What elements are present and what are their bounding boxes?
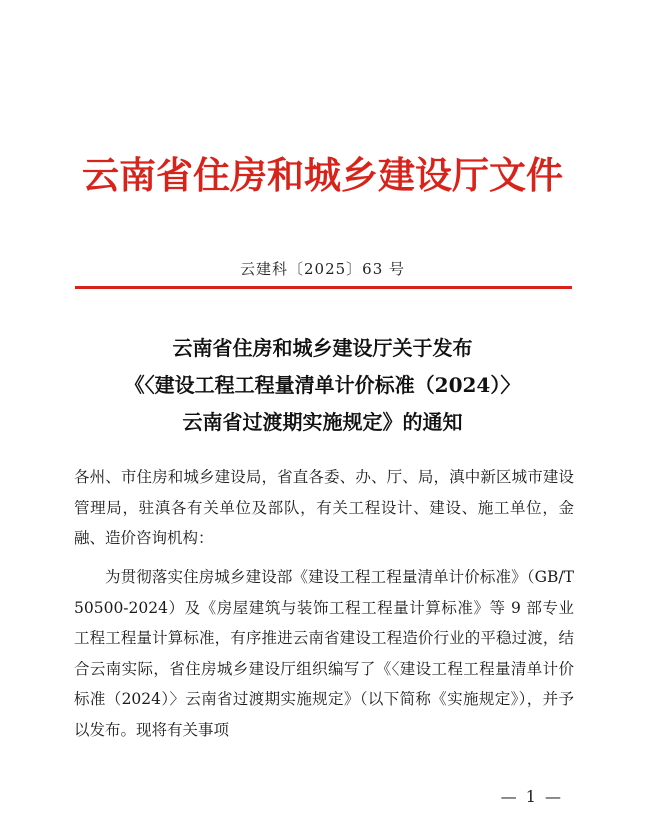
addressee-paragraph	[74, 462, 574, 554]
page-number: — 1 —	[500, 787, 563, 806]
notice-title-line-3: 云南省过渡期实施规定》的通知	[182, 410, 463, 434]
red-divider-line	[75, 286, 572, 289]
notice-title-line-1: 云南省住房和城乡建设厅关于发布	[172, 336, 473, 360]
addressee-text: 各州、市住房和城乡建设局，省直各委、办、厅、局，滇中新区城市建设管理局，驻滇各有关单位及部队，有关工程设计、建设、施工单位，金融、造价咨询机构：	[74, 468, 574, 547]
document-number: 云建科〔2025〕63 号	[239, 260, 406, 278]
document-header-title: 云南省住房和城乡建设厅文件	[82, 153, 563, 197]
notice-title-line-2: 《〈建设工程工程量清单计价标准（2024）〉	[124, 373, 521, 397]
body-paragraph	[74, 562, 574, 745]
body-paragraph-text: 为贯彻落实住房城乡建设部《建设工程工程量清单计价标准》（GB/T 50500-2024）及《房屋建筑与装饰工程工程量计算标准》等 9 部专业工程工程量计算标准，有序推进云南省建设工程造价行业的平稳过渡，结合云南实际，省住房城乡建设厅组织编写了《〈建设工程工程量清单计价标准（2024）〉云南省过渡期实施规定》（以下简称《实施规定》），并予以发布。现将有关事项	[74, 568, 574, 739]
